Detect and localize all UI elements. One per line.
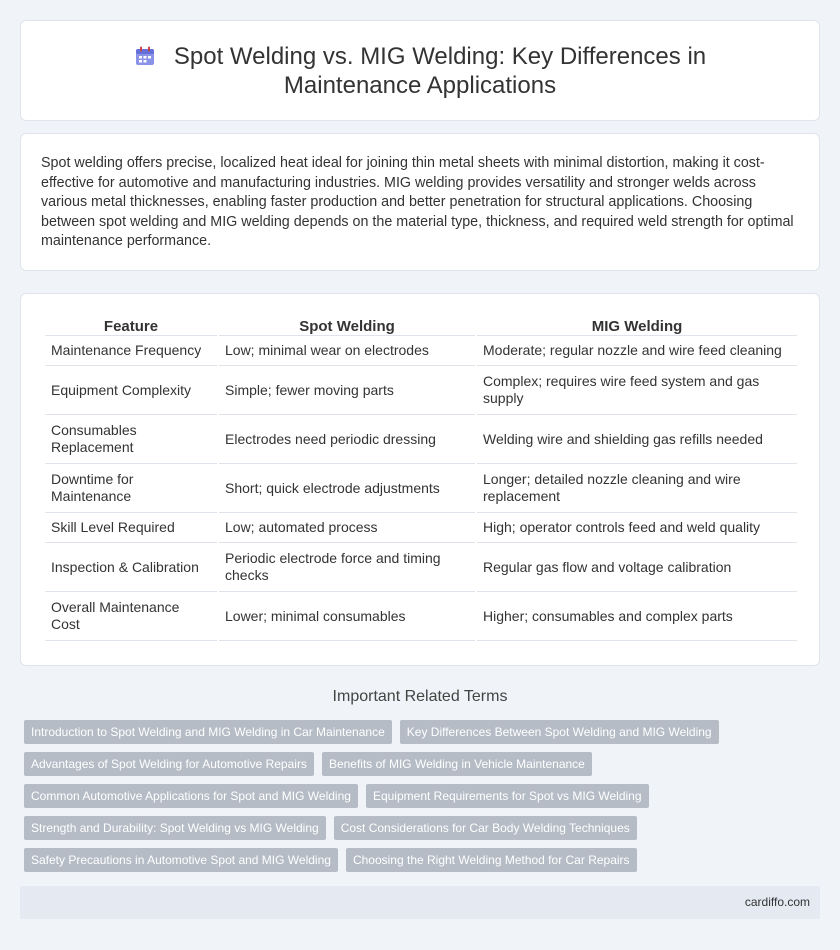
- table-row: [45, 336, 797, 366]
- header-spot-welding: Spot Welding: [219, 314, 475, 336]
- related-term-tag[interactable]: Safety Precautions in Automotive Spot and MIG Welding: [24, 848, 338, 872]
- related-terms-title: Important Related Terms: [332, 688, 508, 705]
- table-row: [45, 464, 797, 513]
- tag-row: [24, 784, 824, 808]
- footer: [20, 886, 820, 919]
- table-header-row: [45, 314, 797, 336]
- cell-spot: Simple; fewer moving parts: [219, 366, 475, 415]
- cell-spot: Lower; minimal consumables: [219, 592, 475, 641]
- tag-row: [24, 848, 824, 872]
- table-card: [20, 293, 820, 666]
- cell-spot: Periodic electrode force and timing checks: [219, 543, 475, 592]
- header-mig-welding: MIG Welding: [477, 314, 797, 336]
- related-term-tag[interactable]: Common Automotive Applications for Spot and MIG Welding: [24, 784, 358, 808]
- table-row: [45, 592, 797, 641]
- cell-feature: Skill Level Required: [45, 513, 217, 543]
- table-row: [45, 366, 797, 415]
- page-title: Spot Welding vs. MIG Welding: Key Differences in Maintenance Applications: [173, 42, 707, 99]
- related-term-tag[interactable]: Strength and Durability: Spot Welding vs MIG Welding: [24, 816, 326, 840]
- cell-feature: Inspection & Calibration: [45, 543, 217, 592]
- table-row: [45, 513, 797, 543]
- cell-feature: Maintenance Frequency: [45, 336, 217, 366]
- tag-row: [24, 816, 824, 840]
- cell-mig: Higher; consumables and complex parts: [477, 592, 797, 641]
- page-title-wrap: [70, 42, 770, 100]
- related-term-tag[interactable]: Advantages of Spot Welding for Automotive Repairs: [24, 752, 314, 776]
- cell-mig: Welding wire and shielding gas refills needed: [477, 415, 797, 464]
- tag-row: [24, 720, 824, 744]
- intro-card: [20, 133, 820, 271]
- cell-mig: Moderate; regular nozzle and wire feed cleaning: [477, 336, 797, 366]
- cell-spot: Low; automated process: [219, 513, 475, 543]
- tag-row: [24, 752, 824, 776]
- cell-mig: Complex; requires wire feed system and gas supply: [477, 366, 797, 415]
- cell-feature: Downtime for Maintenance: [45, 464, 217, 513]
- header-feature: Feature: [45, 314, 217, 336]
- related-term-tag[interactable]: Introduction to Spot Welding and MIG Welding in Car Maintenance: [24, 720, 392, 744]
- intro-text: Spot welding offers precise, localized heat ideal for joining thin metal sheets with minimal distortion, making it cost-effective for automotive and manufacturing industries. MIG welding provides versatility and stronger welds across various metal thicknesses, enabling faster production and better penetration for structural applications. Choosing between spot welding and MIG welding depends on the material type, thickness, and required weld strength for optimal maintenance performance.: [41, 155, 794, 249]
- cell-feature: Consumables Replacement: [45, 415, 217, 464]
- related-term-tag[interactable]: Cost Considerations for Car Body Welding Techniques: [334, 816, 637, 840]
- related-term-tag[interactable]: Equipment Requirements for Spot vs MIG Welding: [366, 784, 649, 808]
- cell-feature: Overall Maintenance Cost: [45, 592, 217, 641]
- calendar-icon: [134, 45, 156, 67]
- table-row: [45, 415, 797, 464]
- table-row: [45, 543, 797, 592]
- comparison-table: [43, 314, 799, 641]
- cell-mig: Regular gas flow and voltage calibration: [477, 543, 797, 592]
- cell-mig: Longer; detailed nozzle cleaning and wire replacement: [477, 464, 797, 513]
- cell-mig: High; operator controls feed and weld quality: [477, 513, 797, 543]
- cell-spot: Short; quick electrode adjustments: [219, 464, 475, 513]
- related-terms-list: [24, 720, 824, 880]
- related-term-tag[interactable]: Choosing the Right Welding Method for Car Repairs: [346, 848, 637, 872]
- related-term-tag[interactable]: Key Differences Between Spot Welding and MIG Welding: [400, 720, 719, 744]
- title-card: [20, 20, 820, 121]
- related-term-tag[interactable]: Benefits of MIG Welding in Vehicle Maintenance: [322, 752, 592, 776]
- cell-spot: Low; minimal wear on electrodes: [219, 336, 475, 366]
- footer-site-link[interactable]: cardiffo.com: [744, 895, 810, 909]
- cell-feature: Equipment Complexity: [45, 366, 217, 415]
- cell-spot: Electrodes need periodic dressing: [219, 415, 475, 464]
